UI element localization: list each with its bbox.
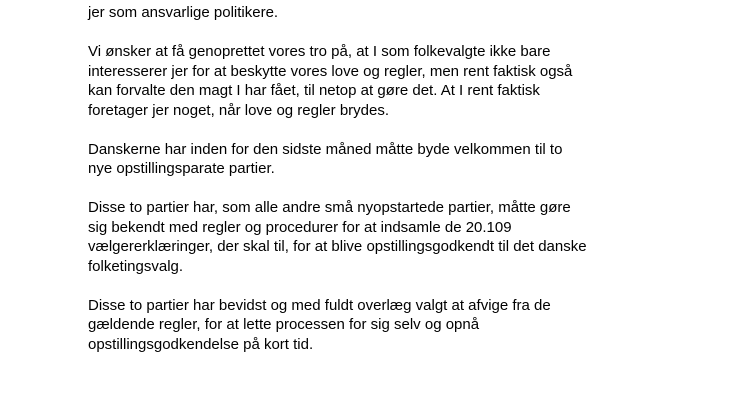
document-page [88, 3, 688, 374]
text-line: vælgererklæringer, der skal til, for at blive opstillingsgodkendt til det danske [88, 238, 587, 255]
text-line: sig bekendt med regler og procedurer for at indsamle de 20.109 [88, 218, 512, 236]
paragraph-1 [88, 3, 688, 23]
paragraph-2 [88, 42, 688, 120]
text-line: kan forvalte den magt I har fået, til netop at gøre det. At I rent faktisk [88, 82, 540, 99]
text-line: Disse to partier har bevidst og med fuldt overlæg valgt at afvige fra de [88, 296, 551, 314]
text-line: folketingsvalg. [88, 257, 184, 275]
text-line: Vi ønsker at få genoprettet vores tro på, at I som folkevalgte ikke bare [88, 43, 551, 60]
text-line: gældende regler, for at lette processen for sig selv og opnå [88, 316, 480, 333]
paragraph-4 [88, 198, 688, 276]
text-line: Danskerne har inden for den sidste måned måtte byde velkommen til to [88, 140, 563, 158]
text-line: foretager jer noget, når love og regler brydes. [88, 101, 390, 119]
text-line: Disse to partier har, som alle andre små nyopstartede partier, måtte gøre [88, 199, 571, 216]
text-line: nye opstillingsparate partier. [88, 160, 275, 177]
paragraph-5 [88, 296, 688, 355]
text-line: jer som ansvarlige politikere. [88, 4, 279, 21]
paragraph-3 [88, 140, 688, 179]
text-line: opstillingsgodkendelse på kort tid. [88, 335, 314, 353]
text-line: interesserer jer for at beskytte vores love og regler, men rent faktisk også [88, 62, 573, 80]
